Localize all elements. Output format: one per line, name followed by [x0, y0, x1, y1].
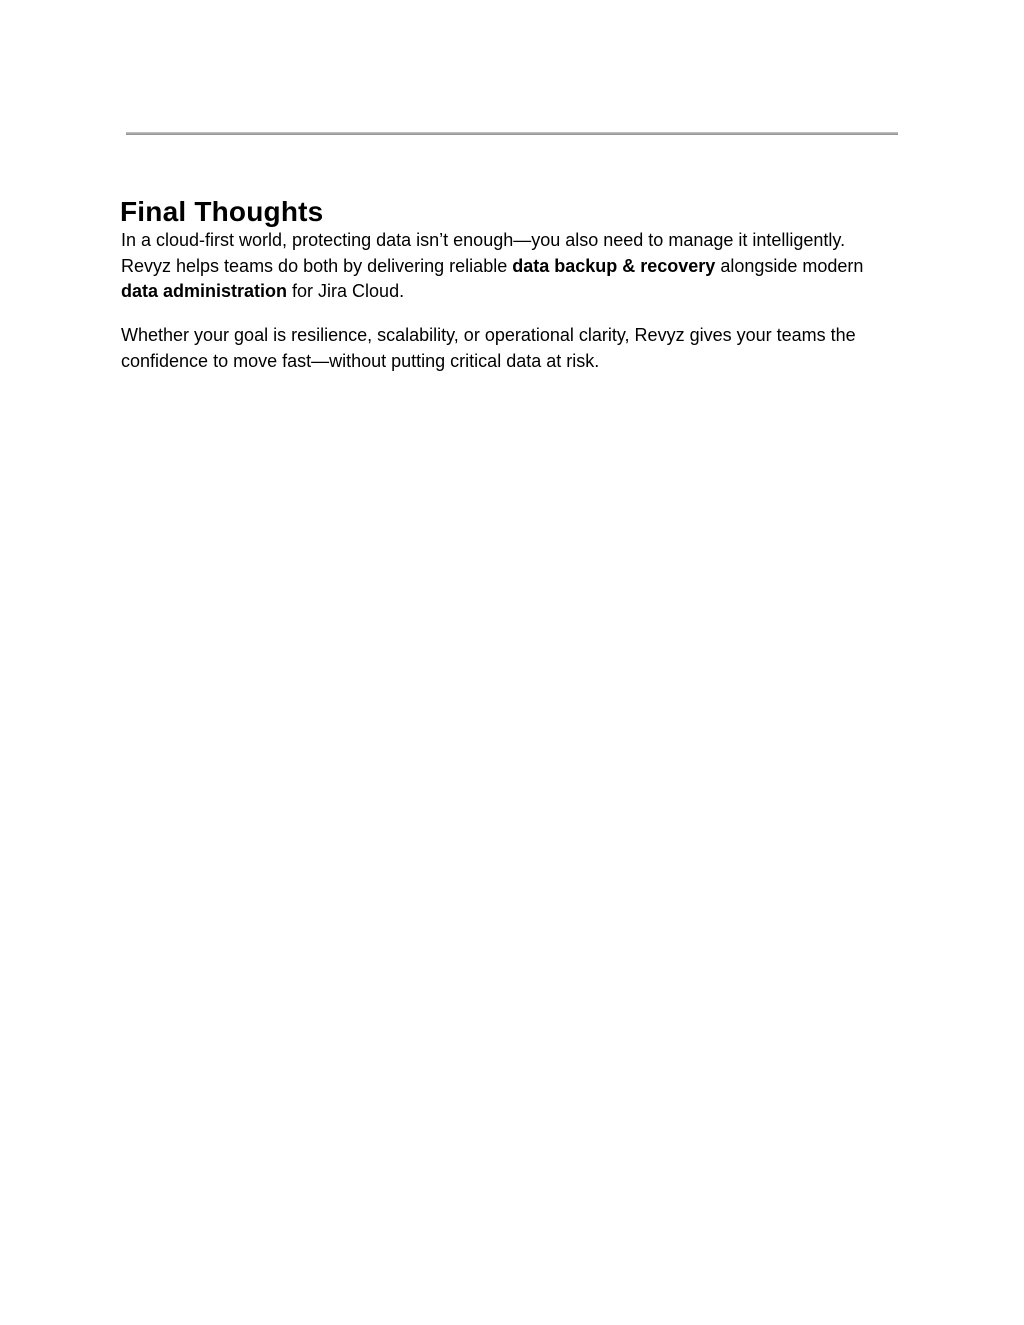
- horizontal-divider: [126, 132, 898, 135]
- bold-text-segment: data backup & recovery: [512, 255, 716, 276]
- text-segment: Whether your goal is resilience, scalability, or operational clarity, Revyz gives your teams the: [121, 325, 856, 345]
- text-line: [121, 279, 921, 305]
- text-line: [121, 349, 921, 375]
- paragraph: [121, 323, 921, 374]
- text-segment: alongside modern: [715, 255, 864, 276]
- bold-text-segment: data administration: [121, 281, 288, 301]
- text-segment: for Jira Cloud.: [287, 281, 405, 301]
- text-line: [121, 228, 921, 254]
- text-segment: Revyz helps teams do both by delivering reliable: [121, 255, 513, 276]
- section-heading: Final Thoughts: [120, 195, 324, 227]
- paragraph: [121, 228, 921, 305]
- paragraphs: [121, 228, 921, 374]
- text-segment: In a cloud-first world, protecting data isn’t enough—you also need to manage it intelligently.: [121, 230, 846, 250]
- text-line: [121, 323, 921, 349]
- text-segment: confidence to move fast—without putting critical data at risk.: [121, 350, 600, 371]
- text-line: [121, 254, 921, 280]
